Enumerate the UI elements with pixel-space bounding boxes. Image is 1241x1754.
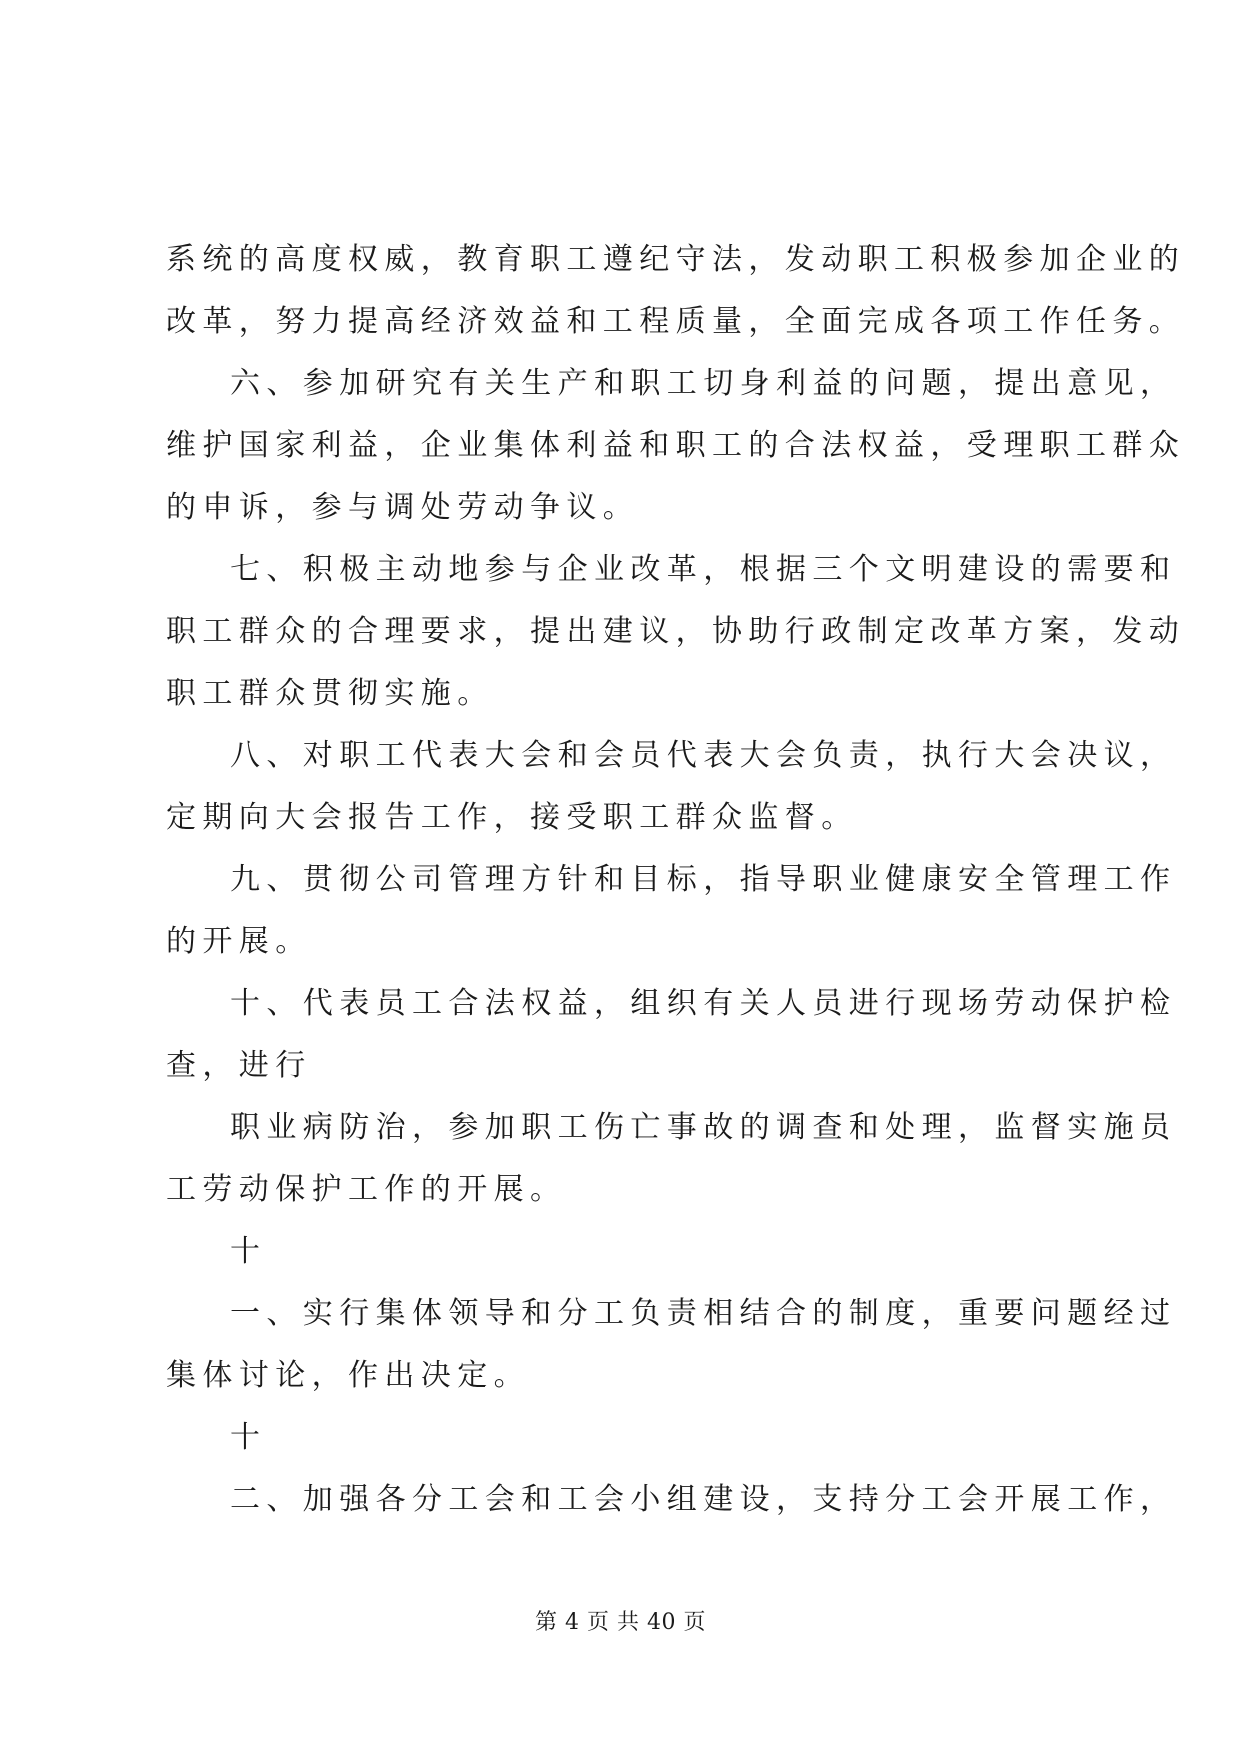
text-line: 十 [230,1234,267,1269]
text-line: 工劳动保护工作的开展。 [166,1172,567,1207]
text-line: 职业病防治，参加职工伤亡事故的调查和处理，监督实施员 [230,1110,1177,1145]
text-line: 七、积极主动地参与企业改革，根据三个文明建设的需要和 [230,552,1177,587]
text-line: 二、加强各分工会和工会小组建设，支持分工会开展工作， [230,1482,1177,1517]
text-line: 定期向大会报告工作，接受职工群众监督。 [166,800,858,835]
text-line: 职工群众贯彻实施。 [166,676,494,711]
text-line: 改革，努力提高经济效益和工程质量，全面完成各项工作任务。 [166,304,1186,339]
text-line: 集体讨论，作出决定。 [166,1358,530,1393]
text-line: 十、代表员工合法权益，组织有关人员进行现场劳动保护检 [230,986,1177,1021]
text-line: 九、贯彻公司管理方针和目标，指导职业健康安全管理工作 [230,862,1177,897]
text-line: 系统的高度权威，教育职工遵纪守法，发动职工积极参加企业的 [166,242,1186,277]
document-body [166,229,1186,1531]
text-line: 查，进行 [166,1048,312,1083]
text-line: 八、对职工代表大会和会员代表大会负责，执行大会决议， [230,738,1177,773]
text-line: 维护国家利益，企业集体利益和职工的合法权益，受理职工群众 [166,428,1186,463]
page-number-footer: 第 4 页 共 40 页 [535,1610,706,1635]
text-line: 一、实行集体领导和分工负责相结合的制度，重要问题经过 [230,1296,1177,1331]
text-line: 的申诉，参与调处劳动争议。 [166,490,640,525]
text-line: 十 [230,1420,267,1455]
text-line: 的开展。 [166,924,312,959]
text-line: 六、参加研究有关生产和职工切身利益的问题，提出意见， [230,366,1177,401]
text-line: 职工群众的合理要求，提出建议，协助行政制定改革方案，发动 [166,614,1186,649]
